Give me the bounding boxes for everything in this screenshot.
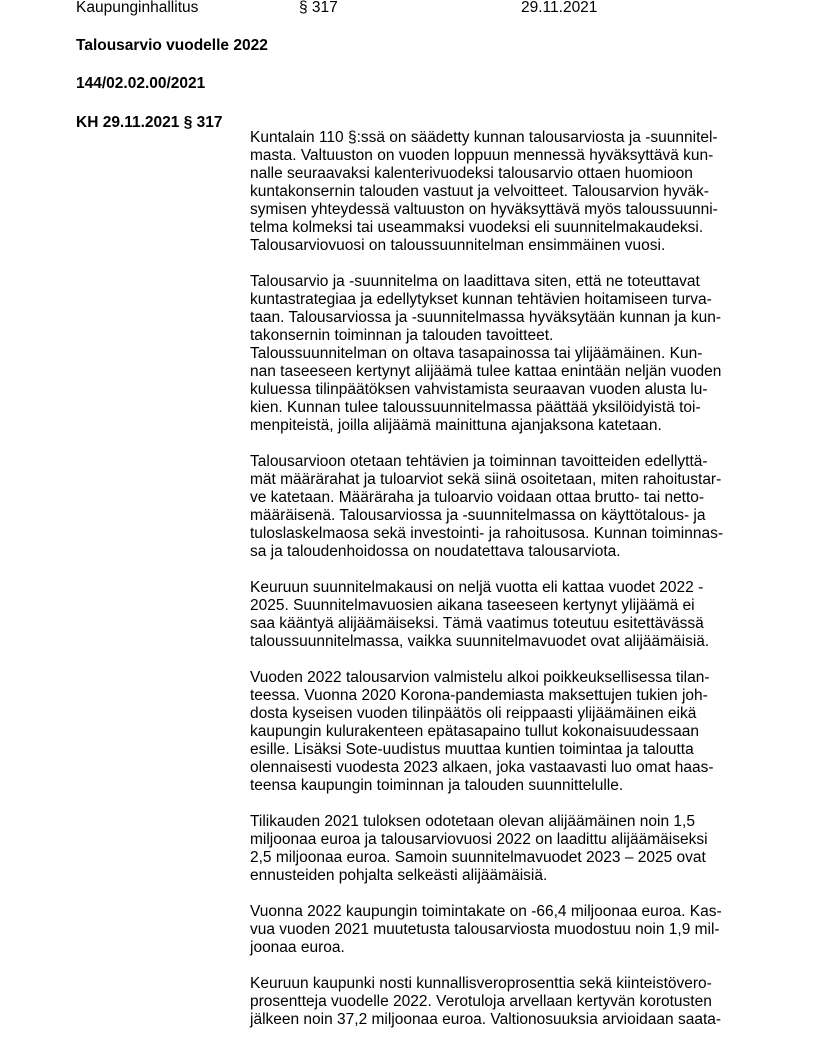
text-line: menpiteistä, joilla alijäämä mainittuna ajanjaksona katetaan. (250, 417, 662, 434)
paragraph (250, 129, 750, 255)
text-line: takonsernin toiminnan ja talouden tavoitteet. (250, 327, 554, 344)
text-line: olennaisesti vuodesta 2023 alkaen, joka vastaavasti luo omat haas- (250, 759, 714, 776)
paragraph (250, 669, 750, 795)
paragraph (250, 579, 750, 651)
text-line: Talousarvioon otetaan tehtävien ja toiminnan tavoitteiden edellyttä- (250, 453, 708, 470)
text-line: telma kolmeksi tai useammaksi vuodeksi eli suunnitelmakaudeksi. (250, 219, 704, 236)
text-line: 2,5 miljoonaa euroa. Samoin suunnitelmavuodet 2023 – 2025 ovat (250, 849, 706, 866)
text-line: Vuoden 2022 talousarvion valmistelu alkoi poikkeuksellisessa tilan- (250, 669, 710, 686)
text-line: prosentteja vuodelle 2022. Verotuloja arvellaan kertyvän korotusten (250, 993, 712, 1010)
paragraph (250, 453, 750, 561)
text-line: teessa. Vuonna 2020 Korona-pandemiasta maksettujen tukien joh- (250, 687, 708, 704)
paragraph (250, 903, 750, 957)
text-line: miljoonaa euroa ja talousarviovuosi 2022 on laadittu alijäämäiseksi (250, 831, 708, 848)
body-text (250, 129, 750, 1047)
text-line: 2025. Suunnitelmavuosien aikana taseeseen kertynyt ylijäämä ei (250, 597, 695, 614)
text-line: symisen yhteydessä valtuuston on hyväksyttävä myös taloussuunni- (250, 201, 718, 218)
text-line: vua vuoden 2021 muutetusta talousarviosta muodostuu noin 1,9 mil- (250, 921, 720, 938)
paragraph (250, 975, 750, 1029)
header-section: § 317 (299, 0, 338, 16)
text-line: kuntastrategiaa ja edellytykset kunnan tehtävien hoitamiseen turva- (250, 291, 712, 308)
text-line: sa ja taloudenhoidossa on noudatettava talousarviota. (250, 543, 621, 560)
text-line: Kuntalain 110 §:ssä on säädetty kunnan talousarviosta ja -suunnitel- (250, 129, 718, 146)
text-line: nan taseeseen kertynyt alijäämä tulee kattaa enintään neljän vuoden (250, 363, 722, 380)
document-title: Talousarvio vuodelle 2022 (76, 37, 268, 54)
text-line: ennusteiden pohjalta selkeästi alijäämäisiä. (250, 867, 548, 884)
text-line: Taloussuunnitelman on oltava tasapainossa tai ylijäämäinen. Kun- (250, 345, 703, 362)
paragraph (250, 273, 750, 435)
meeting-reference: KH 29.11.2021 § 317 (76, 114, 223, 131)
text-line: esille. Lisäksi Sote-uudistus muuttaa kuntien toimintaa ja taloutta (250, 741, 694, 758)
text-line: Vuonna 2022 kaupungin toimintakate on -66,4 miljoonaa euroa. Kas- (250, 903, 722, 920)
text-line: dosta kyseisen vuoden tilinpäätös oli reippaasti ylijäämäinen eikä (250, 705, 697, 722)
text-line: määräisenä. Talousarviossa ja -suunnitelmassa on käyttötalous- ja (250, 507, 706, 524)
text-line: nalle seuraavaksi kalenterivuodeksi talousarvio ottaen huomioon (250, 165, 693, 182)
header-date: 29.11.2021 (521, 0, 598, 16)
text-line: taan. Talousarviossa ja -suunnitelmassa hyväksytään kunnan ja kun- (250, 309, 722, 326)
text-line: Keuruun kaupunki nosti kunnallisveroprosenttia sekä kiinteistövero- (250, 975, 712, 992)
text-line: Keuruun suunnitelmakausi on neljä vuotta eli kattaa vuodet 2022 - (250, 579, 704, 596)
text-line: Talousarviovuosi on taloussuunnitelman ensimmäinen vuosi. (250, 237, 666, 254)
text-line: mät määrärahat ja tuloarviot sekä siinä osoitetaan, miten rahoitustar- (250, 471, 722, 488)
text-line: teensa kaupungin toiminnan ja talouden suunnittelulle. (250, 777, 624, 794)
paragraph (250, 813, 750, 885)
text-line: kuntakonsernin talouden vastuut ja velvoitteet. Talousarvion hyväk- (250, 183, 709, 200)
text-line: tuloslaskelmaosa sekä investointi- ja rahoitusosa. Kunnan toiminnas- (250, 525, 723, 542)
header-body: Kaupunginhallitus (76, 0, 199, 16)
text-line: kien. Kunnan tulee taloussuunnitelmassa päättää yksilöidyistä toi- (250, 399, 701, 416)
document-number: 144/02.02.00/2021 (76, 75, 206, 92)
text-line: Talousarvio ja -suunnitelma on laadittava siten, että ne toteuttavat (250, 273, 700, 290)
text-line: jälkeen noin 37,2 miljoonaa euroa. Valtionosuuksia arvioidaan saata- (250, 1011, 722, 1028)
text-line: Tilikauden 2021 tuloksen odotetaan olevan alijäämäinen noin 1,5 (250, 813, 695, 830)
text-line: kaupungin kulurakenteen epätasapaino tullut kokonaisuudessaan (250, 723, 699, 740)
text-line: masta. Valtuuston on vuoden loppuun mennessä hyväksyttävä kun- (250, 147, 714, 164)
text-line: ve katetaan. Määräraha ja tuloarvio voidaan ottaa brutto- tai netto- (250, 489, 705, 506)
text-line: kuluessa tilinpäätöksen vahvistamista seuraavan vuoden alusta lu- (250, 381, 708, 398)
text-line: taloussuunnitelmassa, vaikka suunnitelmavuodet ovat alijäämäisiä. (250, 633, 710, 650)
text-line: saa kääntyä alijäämäiseksi. Tämä vaatimus toteutuu esitettävässä (250, 615, 704, 632)
text-line: joonaa euroa. (250, 939, 345, 956)
